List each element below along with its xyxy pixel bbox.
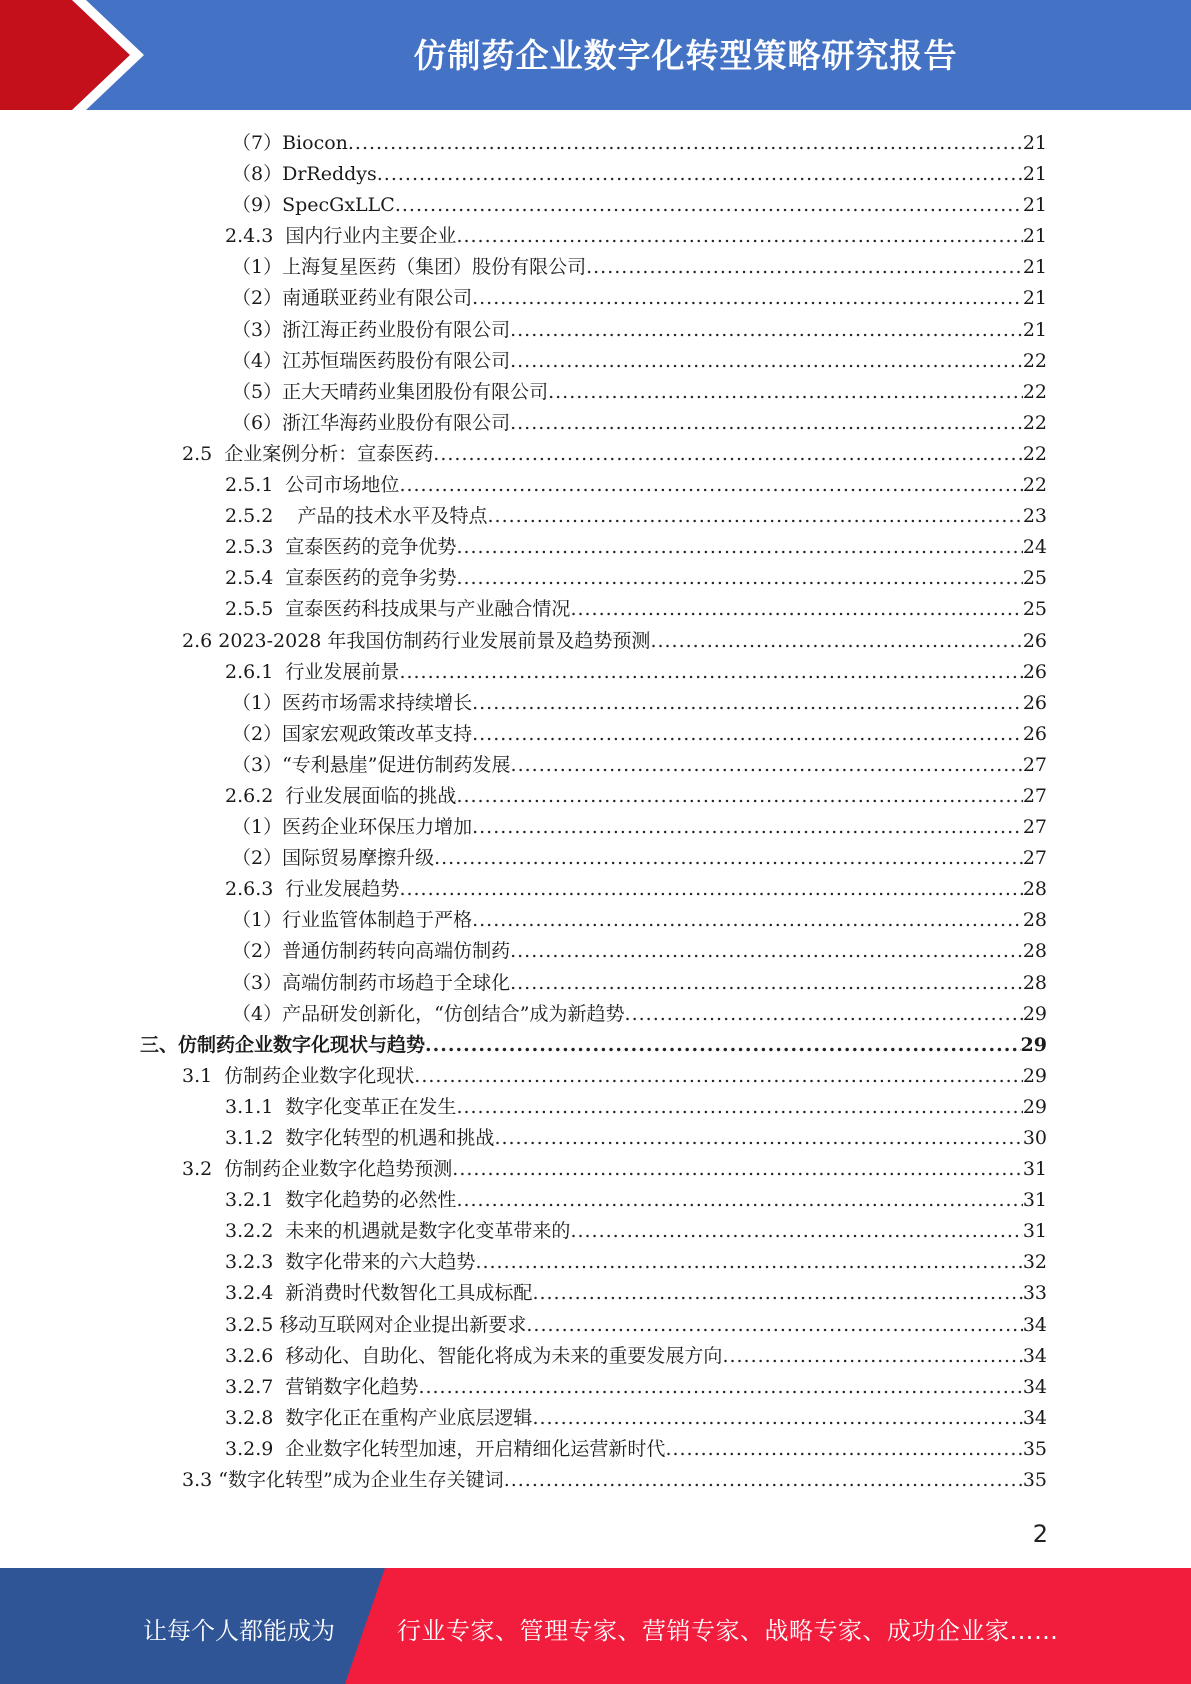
toc-entry-page: 21 bbox=[1022, 318, 1047, 341]
toc-dot-leader bbox=[399, 470, 1022, 501]
toc-entry[interactable] bbox=[0, 190, 1191, 221]
toc-entry-page: 27 bbox=[1022, 847, 1047, 870]
toc-entry-page: 22 bbox=[1022, 411, 1047, 434]
page-number: 2 bbox=[1032, 1520, 1048, 1548]
toc-entry-page: 34 bbox=[1022, 1313, 1047, 1336]
toc-entry[interactable] bbox=[0, 563, 1191, 594]
toc-entry[interactable] bbox=[0, 1434, 1191, 1465]
toc-entry-title: （2）国际贸易摩擦升级 bbox=[232, 847, 435, 870]
toc-dot-leader bbox=[472, 812, 1023, 843]
toc-entry[interactable] bbox=[0, 1185, 1191, 1216]
toc-entry-title: 3.1 仿制药企业数字化现状 bbox=[182, 1064, 415, 1087]
toc-entry-page: 21 bbox=[1022, 225, 1047, 248]
toc-entry-title: 2.5.4 宣泰医药的竞争劣势 bbox=[225, 567, 457, 590]
toc-entry-page: 26 bbox=[1022, 722, 1047, 745]
toc-dot-leader bbox=[472, 719, 1023, 750]
toc-entry-page: 31 bbox=[1022, 1220, 1047, 1243]
toc-entry-page: 34 bbox=[1022, 1344, 1047, 1367]
toc-dot-leader bbox=[570, 1216, 1022, 1247]
toc-entry-title: 三、仿制药企业数字化现状与趋势 bbox=[140, 1033, 426, 1056]
toc-dot-leader bbox=[456, 1092, 1022, 1123]
toc-dot-leader bbox=[570, 594, 1022, 625]
toc-entry-page: 33 bbox=[1022, 1282, 1047, 1305]
toc-entry-title: 3.1.1 数字化变革正在发生 bbox=[225, 1095, 457, 1118]
toc-entry-page: 27 bbox=[1022, 816, 1047, 839]
toc-entry-title: 3.1.2 数字化转型的机遇和挑战 bbox=[225, 1127, 495, 1149]
toc-entry[interactable] bbox=[0, 532, 1191, 563]
toc-entry-page: 21 bbox=[1022, 287, 1047, 310]
toc-dot-leader bbox=[494, 1123, 1022, 1154]
footer-slogan-right: 行业专家、管理专家、营销专家、战略专家、成功企业家…… bbox=[397, 1617, 1059, 1645]
toc-entry-title: 2.5.3 宣泰医药的竞争优势 bbox=[225, 536, 457, 559]
toc-entry-title: 2.4.3 国内行业内主要企业 bbox=[225, 225, 457, 248]
toc-entry-page: 34 bbox=[1022, 1406, 1047, 1429]
toc-dot-leader bbox=[395, 190, 1023, 221]
toc-entry[interactable] bbox=[0, 936, 1191, 967]
toc-entry-page: 29 bbox=[1022, 1064, 1047, 1087]
toc-entry-title: 3.2 仿制药企业数字化趋势预测 bbox=[182, 1158, 453, 1181]
toc-entry-title: 3.2.8 数字化正在重构产业底层逻辑 bbox=[225, 1406, 533, 1429]
toc-entry[interactable] bbox=[0, 657, 1191, 688]
toc-entry-page: 29 bbox=[1022, 1002, 1047, 1025]
toc-dot-leader bbox=[510, 408, 1023, 439]
toc-entry[interactable] bbox=[0, 408, 1191, 439]
toc-entry-title: 3.2.5 移动互联网对企业提出新要求 bbox=[225, 1313, 527, 1336]
toc-entry-title: 2.6.1 行业发展前景 bbox=[225, 660, 400, 683]
toc-entry-title: 3.2.6 移动化、自助化、智能化将成为未来的重要发展方向 bbox=[225, 1344, 723, 1367]
toc-entry[interactable] bbox=[0, 999, 1191, 1030]
toc-entry-title: 2.6 2023-2028 年我国仿制药行业发展前景及趋势预测 bbox=[182, 629, 651, 652]
toc-entry[interactable] bbox=[0, 812, 1191, 843]
toc-dot-leader bbox=[399, 874, 1022, 905]
toc-entry-title: 3.2.1 数字化趋势的必然性 bbox=[225, 1189, 457, 1212]
toc-entry-title: （6）浙江华海药业股份有限公司 bbox=[232, 411, 511, 434]
toc-entry-page: 35 bbox=[1022, 1469, 1047, 1492]
report-title: 仿制药企业数字化转型策略研究报告 bbox=[413, 36, 958, 75]
toc-entry-page: 22 bbox=[1022, 474, 1047, 497]
toc-entry[interactable] bbox=[0, 128, 1191, 159]
toc-entry[interactable] bbox=[0, 1247, 1191, 1278]
toc-entry-title: （4）江苏恒瑞医药股份有限公司 bbox=[232, 349, 511, 372]
toc-entry-page: 32 bbox=[1022, 1251, 1047, 1274]
toc-dot-leader bbox=[456, 563, 1022, 594]
toc-dot-leader bbox=[434, 843, 1023, 874]
toc-entry-title: （1）医药市场需求持续增长 bbox=[232, 691, 473, 714]
toc-dot-leader bbox=[472, 283, 1023, 314]
toc-dot-leader bbox=[472, 688, 1023, 719]
toc-entry[interactable] bbox=[0, 1123, 1191, 1154]
toc-dot-leader bbox=[456, 781, 1022, 812]
toc-entry[interactable] bbox=[0, 719, 1191, 750]
toc-dot-leader bbox=[475, 1247, 1022, 1278]
toc-entry[interactable] bbox=[0, 1092, 1191, 1123]
table-of-contents bbox=[0, 128, 1191, 1496]
toc-dot-leader bbox=[510, 346, 1023, 377]
toc-dot-leader bbox=[348, 128, 1023, 159]
toc-entry-page: 22 bbox=[1022, 349, 1047, 372]
toc-dot-leader bbox=[456, 532, 1022, 563]
toc-entry-title: （2）南通联亚药业有限公司 bbox=[232, 287, 473, 310]
toc-entry[interactable] bbox=[0, 1310, 1191, 1341]
toc-entry-title: （3）“专利悬崖”促进仿制药发展 bbox=[232, 753, 511, 776]
toc-entry[interactable] bbox=[0, 1030, 1191, 1061]
toc-entry-page: 26 bbox=[1022, 660, 1047, 683]
footer-slogan-left: 让每个人都能成为 bbox=[143, 1617, 335, 1645]
toc-dot-leader bbox=[511, 750, 1023, 781]
page-footer bbox=[0, 1568, 1191, 1684]
toc-dot-leader bbox=[456, 221, 1022, 252]
toc-dot-leader bbox=[377, 159, 1023, 190]
toc-entry[interactable] bbox=[0, 781, 1191, 812]
toc-entry[interactable] bbox=[0, 626, 1191, 657]
toc-entry-title: （2）国家宏观政策改革支持 bbox=[232, 722, 473, 745]
toc-entry-page: 21 bbox=[1022, 194, 1047, 217]
toc-entry-title: 2.5.1 公司市场地位 bbox=[225, 474, 400, 497]
toc-entry-page: 22 bbox=[1022, 380, 1047, 403]
toc-entry-page: 31 bbox=[1022, 1158, 1047, 1181]
toc-dot-leader bbox=[456, 1185, 1022, 1216]
toc-entry-title: （4）产品研发创新化，“仿创结合”成为新趋势 bbox=[232, 1002, 625, 1025]
toc-dot-leader bbox=[510, 968, 1023, 999]
toc-dot-leader bbox=[526, 1310, 1022, 1341]
toc-entry-page: 27 bbox=[1022, 784, 1047, 807]
toc-entry-page: 24 bbox=[1022, 536, 1047, 559]
toc-entry[interactable] bbox=[0, 688, 1191, 719]
toc-entry-title: 3.2.3 数字化带来的六大趋势 bbox=[225, 1251, 476, 1274]
toc-entry-page: 26 bbox=[1022, 691, 1047, 714]
toc-entry[interactable] bbox=[0, 377, 1191, 408]
toc-entry[interactable] bbox=[0, 1403, 1191, 1434]
toc-entry[interactable] bbox=[0, 221, 1191, 252]
toc-entry[interactable] bbox=[0, 1216, 1191, 1247]
toc-entry[interactable] bbox=[0, 874, 1191, 905]
toc-dot-leader bbox=[722, 1341, 1022, 1372]
toc-dot-leader bbox=[510, 315, 1023, 346]
toc-entry-title: （7）Biocon bbox=[232, 132, 348, 154]
toc-entry[interactable] bbox=[0, 843, 1191, 874]
toc-dot-leader bbox=[532, 1403, 1022, 1434]
toc-entry-title: 3.2.4 新消费时代数智化工具成标配 bbox=[225, 1282, 533, 1305]
toc-entry[interactable] bbox=[0, 315, 1191, 346]
toc-entry[interactable] bbox=[0, 750, 1191, 781]
toc-entry-title: （1）行业监管体制趋于严格 bbox=[232, 909, 473, 932]
toc-entry[interactable] bbox=[0, 252, 1191, 283]
toc-dot-leader bbox=[425, 1030, 1021, 1061]
toc-entry-title: 2.5 企业案例分析：宣泰医药 bbox=[182, 442, 434, 465]
toc-entry-page: 31 bbox=[1022, 1189, 1047, 1212]
toc-entry-title: （3）浙江海正药业股份有限公司 bbox=[232, 318, 511, 341]
toc-dot-leader bbox=[504, 1465, 1023, 1496]
toc-dot-leader bbox=[625, 999, 1023, 1030]
toc-entry-title: （9）SpecGxLLC bbox=[232, 194, 395, 217]
toc-entry[interactable] bbox=[0, 501, 1191, 532]
toc-entry-title: （1）上海复星医药（集团）股份有限公司 bbox=[232, 256, 587, 279]
toc-entry[interactable] bbox=[0, 1061, 1191, 1092]
toc-entry[interactable] bbox=[0, 1154, 1191, 1185]
toc-dot-leader bbox=[510, 936, 1023, 967]
toc-entry-page: 35 bbox=[1022, 1437, 1047, 1460]
toc-dot-leader bbox=[586, 252, 1023, 283]
toc-entry[interactable] bbox=[0, 346, 1191, 377]
toc-entry-title: （8）DrReddys bbox=[232, 163, 377, 186]
toc-entry[interactable] bbox=[0, 905, 1191, 936]
toc-entry-page: 34 bbox=[1022, 1375, 1047, 1398]
toc-entry[interactable] bbox=[0, 1278, 1191, 1309]
toc-entry-title: （3）高端仿制药市场趋于全球化 bbox=[232, 971, 511, 994]
toc-entry[interactable] bbox=[0, 159, 1191, 190]
toc-entry-title: 3.2.2 未来的机遇就是数字化变革带来的 bbox=[225, 1220, 571, 1243]
toc-entry[interactable] bbox=[0, 283, 1191, 314]
toc-entry-title: 2.5.2 产品的技术水平及特点 bbox=[225, 505, 488, 528]
toc-dot-leader bbox=[532, 1278, 1022, 1309]
toc-entry-page: 21 bbox=[1022, 163, 1047, 186]
toc-dot-leader bbox=[488, 501, 1023, 532]
toc-dot-leader bbox=[452, 1154, 1023, 1185]
toc-entry-title: 3.3 “数字化转型”成为企业生存关键词 bbox=[182, 1469, 504, 1492]
toc-entry-page: 29 bbox=[1020, 1033, 1047, 1056]
toc-entry-title: 2.6.3 行业发展趋势 bbox=[225, 878, 400, 901]
toc-dot-leader bbox=[399, 657, 1022, 688]
toc-entry-page: 29 bbox=[1022, 1095, 1047, 1118]
toc-entry-page: 30 bbox=[1022, 1127, 1047, 1149]
toc-dot-leader bbox=[414, 1061, 1023, 1092]
toc-entry-title: 2.6.2 行业发展面临的挑战 bbox=[225, 784, 457, 807]
toc-entry-page: 28 bbox=[1022, 909, 1047, 932]
toc-entry[interactable] bbox=[0, 439, 1191, 470]
toc-dot-leader bbox=[418, 1372, 1022, 1403]
toc-dot-leader bbox=[433, 439, 1023, 470]
toc-entry-title: （1）医药企业环保压力增加 bbox=[232, 816, 473, 839]
toc-entry-page: 21 bbox=[1022, 132, 1047, 154]
toc-entry-title: 3.2.9 企业数字化转型加速，开启精细化运营新时代 bbox=[225, 1437, 666, 1460]
toc-entry-page: 27 bbox=[1022, 753, 1047, 776]
page-header bbox=[0, 0, 1191, 110]
toc-entry[interactable] bbox=[0, 968, 1191, 999]
toc-entry-title: 3.2.7 营销数字化趋势 bbox=[225, 1375, 419, 1398]
toc-entry-title: 2.5.5 宣泰医药科技成果与产业融合情况 bbox=[225, 598, 571, 621]
toc-entry-title: （5）正大天晴药业集团股份有限公司 bbox=[232, 380, 549, 403]
toc-dot-leader bbox=[650, 626, 1022, 657]
toc-entry[interactable] bbox=[0, 1341, 1191, 1372]
toc-entry-page: 23 bbox=[1022, 505, 1047, 528]
toc-entry[interactable] bbox=[0, 1465, 1191, 1496]
toc-entry-page: 25 bbox=[1022, 598, 1047, 621]
toc-entry[interactable] bbox=[0, 470, 1191, 501]
toc-entry-page: 28 bbox=[1022, 878, 1047, 901]
toc-entry-page: 25 bbox=[1022, 567, 1047, 590]
toc-dot-leader bbox=[472, 905, 1023, 936]
toc-entry[interactable] bbox=[0, 594, 1191, 625]
toc-entry-page: 28 bbox=[1022, 971, 1047, 994]
toc-entry-page: 21 bbox=[1022, 256, 1047, 279]
toc-entry-page: 22 bbox=[1022, 442, 1047, 465]
toc-entry-page: 26 bbox=[1022, 629, 1047, 652]
toc-dot-leader bbox=[665, 1434, 1022, 1465]
toc-entry-page: 28 bbox=[1022, 940, 1047, 963]
toc-entry[interactable] bbox=[0, 1372, 1191, 1403]
toc-dot-leader bbox=[548, 377, 1023, 408]
header-arrow-decoration bbox=[0, 0, 150, 110]
toc-entry-title: （2）普通仿制药转向高端仿制药 bbox=[232, 940, 511, 963]
